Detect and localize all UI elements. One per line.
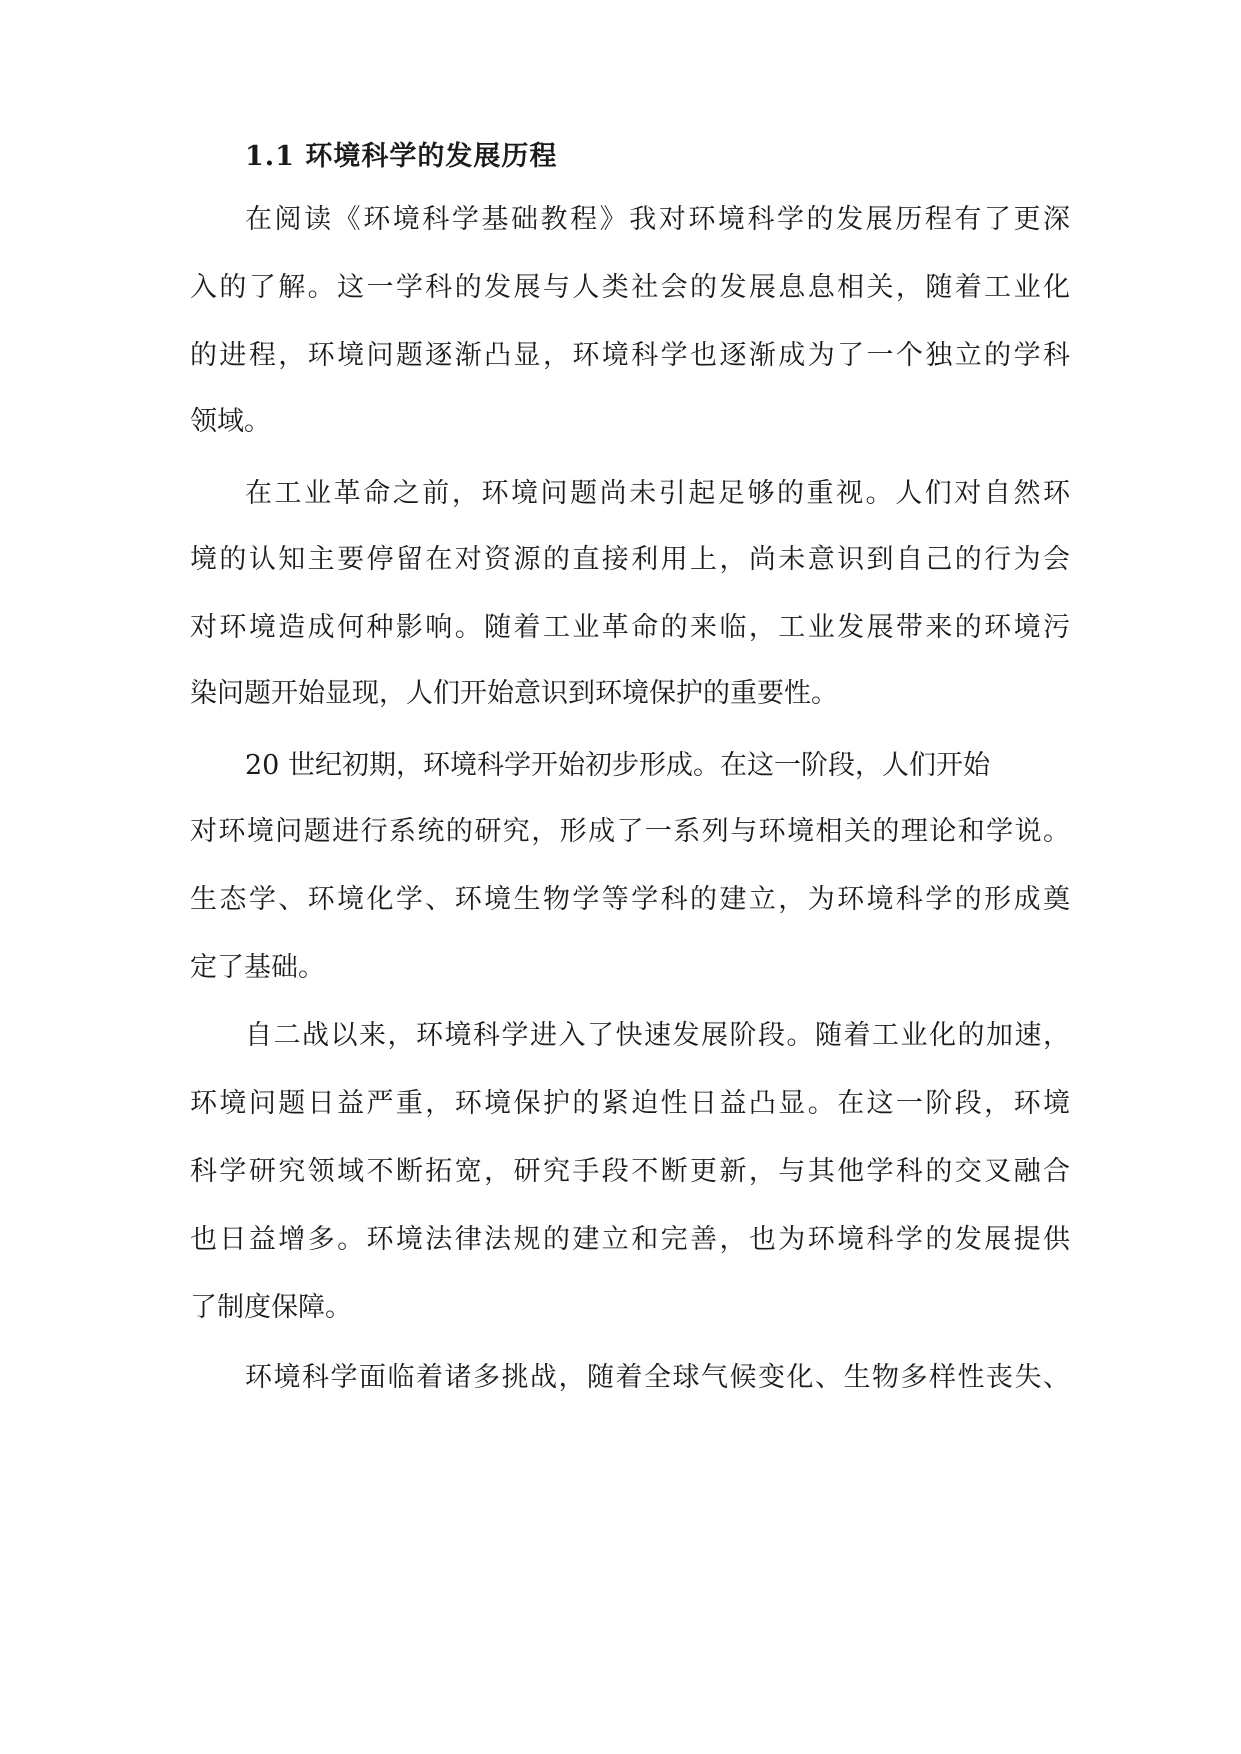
paragraph-1-line-1: 在阅读《环境科学基础教程》我对环境科学的发展历程有了更深 xyxy=(245,204,1070,235)
paragraph-5-line-1: 环境科学面临着诸多挑战，随着全球气候变化、生物多样性丧失、 xyxy=(245,1362,1070,1393)
paragraph-4-line-3: 科学研究领域不断拓宽，研究手段不断更新，与其他学科的交叉融合 xyxy=(190,1156,1070,1187)
paragraph-2-line-4: 染问题开始显现，人们开始意识到环境保护的重要性。 xyxy=(190,678,838,709)
paragraph-2-line-3: 对环境造成何种影响。随着工业革命的来临，工业发展带来的环境污 xyxy=(190,612,1070,643)
paragraph-4-line-4: 也日益增多。环境法律法规的建立和完善，也为环境科学的发展提供 xyxy=(190,1224,1070,1255)
paragraph-4-line-2: 环境问题日益严重，环境保护的紧迫性日益凸显。在这一阶段，环境 xyxy=(190,1088,1070,1119)
paragraph-2-line-2: 境的认知主要停留在对资源的直接利用上，尚未意识到自己的行为会 xyxy=(190,544,1070,575)
paragraph-1-line-3: 的进程，环境问题逐渐凸显，环境科学也逐渐成为了一个独立的学科 xyxy=(190,340,1070,371)
paragraph-3-line-1: 20 世纪初期，环境科学开始初步形成。在这一阶段，人们开始 xyxy=(245,750,990,781)
paragraph-4-line-1: 自二战以来，环境科学进入了快速发展阶段。随着工业化的加速， xyxy=(245,1020,1070,1051)
section-heading: 1.1 环境科学的发展历程 xyxy=(245,141,558,172)
paragraph-3-line-4: 定了基础。 xyxy=(190,952,325,983)
paragraph-1-line-4: 领域。 xyxy=(190,406,271,437)
paragraph-3-line-2: 对环境问题进行系统的研究，形成了一系列与环境相关的理论和学说。 xyxy=(190,816,1070,847)
paragraph-1-line-2: 入的了解。这一学科的发展与人类社会的发展息息相关，随着工业化 xyxy=(190,272,1070,303)
paragraph-4-line-5: 了制度保障。 xyxy=(190,1292,352,1323)
paragraph-2-line-1: 在工业革命之前，环境问题尚未引起足够的重视。人们对自然环 xyxy=(245,478,1070,509)
paragraph-3-line-3: 生态学、环境化学、环境生物学等学科的建立，为环境科学的形成奠 xyxy=(190,884,1070,915)
